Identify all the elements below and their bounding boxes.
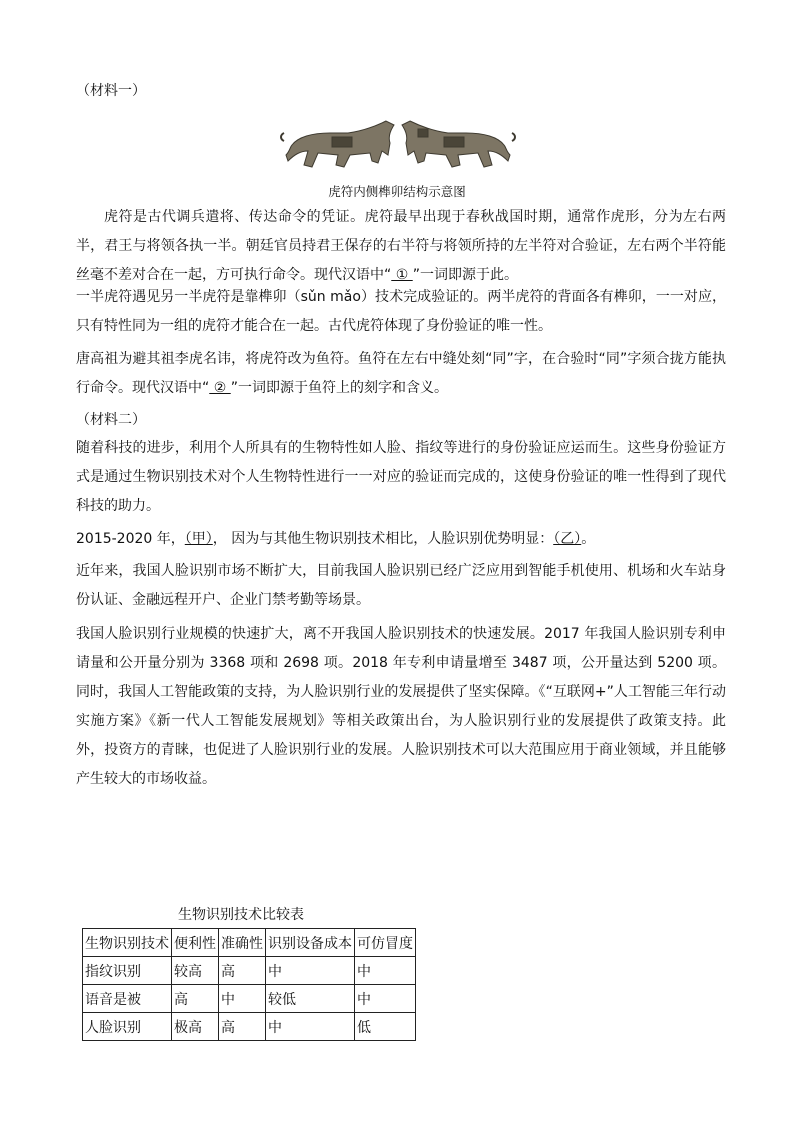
table-row — [83, 957, 416, 985]
table-cell: 较低 — [266, 985, 355, 1013]
blank-jia: （甲） — [184, 531, 213, 547]
table-cell: 高 — [172, 985, 219, 1013]
blank-1: ① — [391, 267, 413, 283]
table-cell: 高 — [219, 957, 266, 985]
table-header-row — [83, 929, 416, 957]
header-cell: 识别设备成本 — [266, 929, 355, 957]
table-row — [83, 985, 416, 1013]
figure-caption: 虎符内侧榫卯结构示意图 — [328, 184, 466, 199]
material2-paragraph-4: 我国人脸识别行业规模的快速扩大，离不开我国人脸识别技术的快速发展。2017 年我国人脸识别专利申请量和公开量分别为 3368 项和 2698 项。2018 年专利申请量增至 3487 项，公开量达到 5200 项。同时，我国人工智能政策的支持，为人脸识别行业的发展提供了坚实保障。《“互联网+”人工智能三年行动实施方案》《新一代人工智能发展规划》等相关政策出台，为人脸识别行业的发展提供了政策支持。此外，投资方的青睐，也促进了人脸识别行业的发展。人脸识别技术可以大范围应用于商业领域，并且能够产生较大的市场收益。 — [76, 626, 726, 787]
table-cell: 高 — [219, 1013, 266, 1041]
blank-2: ② — [209, 380, 231, 396]
tiger-tally-figure — [278, 111, 518, 177]
table-cell: 语音是被 — [83, 985, 172, 1013]
header-cell: 便利性 — [172, 929, 219, 957]
header-cell: 可仿冒度 — [355, 929, 416, 957]
table-row — [83, 1013, 416, 1041]
material1-paragraph-3: 唐高祖为避其祖李虎名讳，将虎符改为鱼符。鱼符在左右中缝处刻“同”字，在合验时“同”字须合拢方能执行命令。现代汉语中“ ② ”一词即源于鱼符上的刻字和含义。 — [76, 351, 726, 396]
material2-paragraph-2: 2015-2020 年，（甲）， 因为与其他生物识别技术相比，人脸识别优势明显：（乙）。 — [76, 531, 596, 547]
table-cell: 低 — [355, 1013, 416, 1041]
table-cell: 中 — [266, 957, 355, 985]
table-cell: 指纹识别 — [83, 957, 172, 985]
table-cell: 极高 — [172, 1013, 219, 1041]
material1-label: （材料一） — [76, 83, 146, 99]
material2-label: （材料二） — [76, 412, 146, 428]
table-cell: 中 — [266, 1013, 355, 1041]
table-cell: 人脸识别 — [83, 1013, 172, 1041]
table-title: 生物识别技术比较表 — [178, 907, 304, 923]
comparison-table — [82, 928, 416, 1041]
table-cell: 中 — [219, 985, 266, 1013]
table-cell: 较高 — [172, 957, 219, 985]
material2-paragraph-3: 近年来，我国人脸识别市场不断扩大，目前我国人脸识别已经广泛应用到智能手机使用、机场和火车站身份认证、金融远程开户、企业门禁考勤等场景。 — [76, 563, 726, 608]
material1-paragraph-1: 虎符是古代调兵遣将、传达命令的凭证。虎符最早出现于春秋战国时期，通常作虎形，分为左右两半，君王与将领各执一半。朝廷官员持君王保存的右半符与将领所持的左半符对合验证，左右两个半符能丝毫不差对合在一起，方可执行命令。现代汉语中“ ① ”一词即源于此。 — [76, 209, 726, 283]
header-cell: 准确性 — [219, 929, 266, 957]
material1-paragraph-2: 一半虎符遇见另一半虎符是靠榫卯（sǔn mǎo）技术完成验证的。两半虎符的背面各有榫卯，一一对应，只有特性同为一组的虎符才能合在一起。古代虎符体现了身份验证的唯一性。 — [76, 289, 726, 334]
table-cell: 中 — [355, 957, 416, 985]
material2-paragraph-1: 随着科技的进步，利用个人所具有的生物特性如人脸、指纹等进行的身份验证应运而生。这些身份验证方式是通过生物识别技术对个人生物特性进行一一对应的验证而完成的，这使身份验证的唯一性得到了现代科技的助力。 — [76, 440, 726, 514]
blank-yi: （乙） — [553, 531, 582, 547]
table-cell: 中 — [355, 985, 416, 1013]
header-cell: 生物识别技术 — [83, 929, 172, 957]
